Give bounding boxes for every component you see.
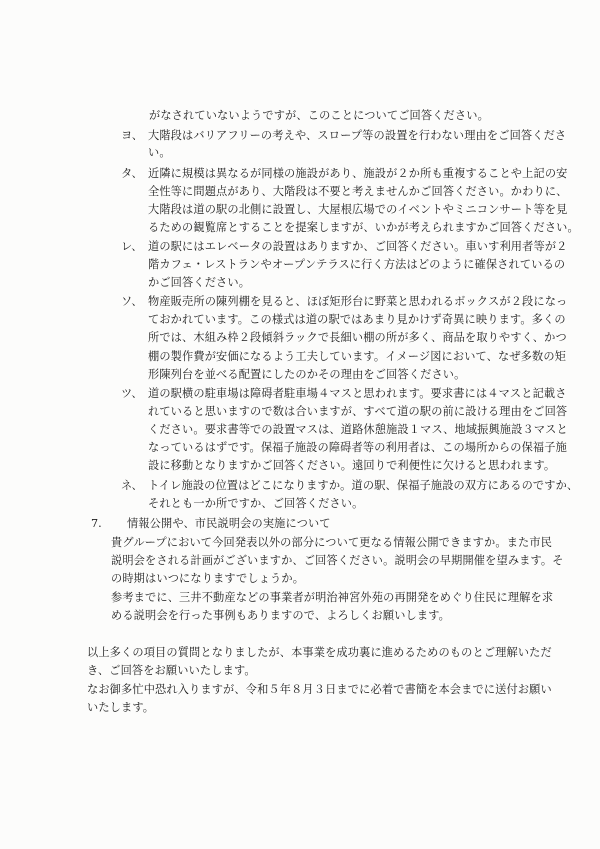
section-7-line-3: の時期はいつになりますでしょうか。 [111, 572, 305, 585]
item-so-line-2: ておかれています。この様式は道の駅ではあまり見かけず奇異に映ります。多くの [148, 313, 566, 326]
section-7-number: 7. [91, 517, 102, 530]
section-7-line-4: 参考までに、三井不動産などの事業者が明治神宮外苑の再開発をめぐり住民に理解を求 [111, 591, 554, 604]
item-marker-ta: タ、 [121, 167, 143, 180]
item-tsu-line-2: れていると思いますので数は合いますが、すべて道の駅の前に設ける理由をご回答 [148, 405, 568, 418]
item-ta-line-1: 近隣に規模は異なるが同様の施設があり、施設が２か所も重複することや上記の安 [148, 167, 568, 180]
item-so-line-3: 所では、木組み枠２段傾斜ラックで長細い棚の所が多く、商品を取りやすく、かつ [148, 331, 567, 344]
closing-line-1: 以上多くの項目の質問となりましたが、本事業を成功裏に進めるためのものとご理解いただ [87, 646, 552, 659]
item-re-line-2: 階カフェ・レストランやオープンテラスに行く方法はどのように確保されているの [148, 258, 566, 271]
item-marker-yo: ヨ、 [121, 129, 143, 142]
item-re-line-1: 道の駅にはエレベータの設置はありますか、ご回答ください。車いす利用者等が２ [148, 240, 568, 253]
closing-line-3: なお御多忙中恐れ入りますが、令和５年８月３日までに必着で書簡を本会までに送付お願い [87, 683, 552, 696]
item-ne-line-1: トイレ施設の位置はどこになりますか。道の駅、保福子施設の双方にあるのですか、 [148, 479, 579, 492]
item-tsu-line-5: 設に移動となりますかご回答ください。遠回りで利便性に欠けると思われます。 [148, 459, 556, 472]
closing-line-2: き、ご回答をお願いいたします。 [87, 664, 256, 677]
item-so-line-1: 物産販売所の陳列棚を見ると、ほぼ矩形台に野菜と思われるボックスが２段になっ [148, 295, 568, 308]
item-yo-line-1: 大階段はバリアフリーの考えや、スロープ等の設置を行わない理由をご回答くださ [148, 129, 567, 142]
item-marker-re: レ、 [121, 240, 143, 253]
section-7-line-1: 貴グループにおいて今回発表以外の部分について更なる情報公開できますか。また市民 [111, 536, 553, 549]
item-tsu-line-3: ください。要求書等での設置マスは、道路休憩施設１マス、地域振興施設３マスと [148, 423, 568, 436]
section-7-title: 情報公開や、市民説明会の実施について [127, 517, 331, 530]
item-ta-line-3: 大階段は道の駅の北側に設置し、大屋根広場でのイベントやミニコンサート等を見 [148, 203, 568, 216]
item-tsu-line-4: なっているはずです。保福子施設の障碍者等の利用者は、この場所からの保福子施 [148, 441, 567, 454]
item-ne-line-2: それとも一か所ですか、ご回答ください。 [148, 497, 364, 510]
closing-line-4: いたします。 [87, 701, 155, 714]
item-re-line-3: かご回答ください。 [148, 276, 251, 289]
item-ta-line-2: 全性等に問題点があり、大階段は不要と考えませんかご回答ください。かわりに、 [148, 185, 568, 198]
section-7-line-2: 説明会をされる計画がございますか、ご回答ください。説明会の早期開催を望みます。そ [111, 554, 564, 567]
item-so-line-4: 棚の製作費が安価になるよう工夫しています。イメージ図において、なぜ多数の矩 [148, 350, 567, 363]
item-marker-ne: ネ、 [121, 479, 143, 492]
item-yo-line-2: い。 [148, 146, 171, 159]
section-7-line-5: める説明会を行った事例もありますので、よろしくお願いします。 [111, 609, 451, 622]
item-tsu-line-1: 道の駅横の駐車場は障碍者駐車場４マスと思われます。要求書には４マスと記載さ [148, 387, 567, 400]
item-so-line-5: 形陳列台を並べる配置にしたのかその理由をご回答ください。 [148, 368, 466, 381]
item-marker-so: ソ、 [121, 295, 143, 308]
item-marker-tsu: ツ、 [121, 387, 143, 400]
item-ta-line-4: るための観覧席とすることを提案しますが、いかが考えられますかご回答ください。 [148, 221, 579, 234]
continuation-line: がなされていないようですが、このことについてご回答ください。 [149, 109, 489, 122]
